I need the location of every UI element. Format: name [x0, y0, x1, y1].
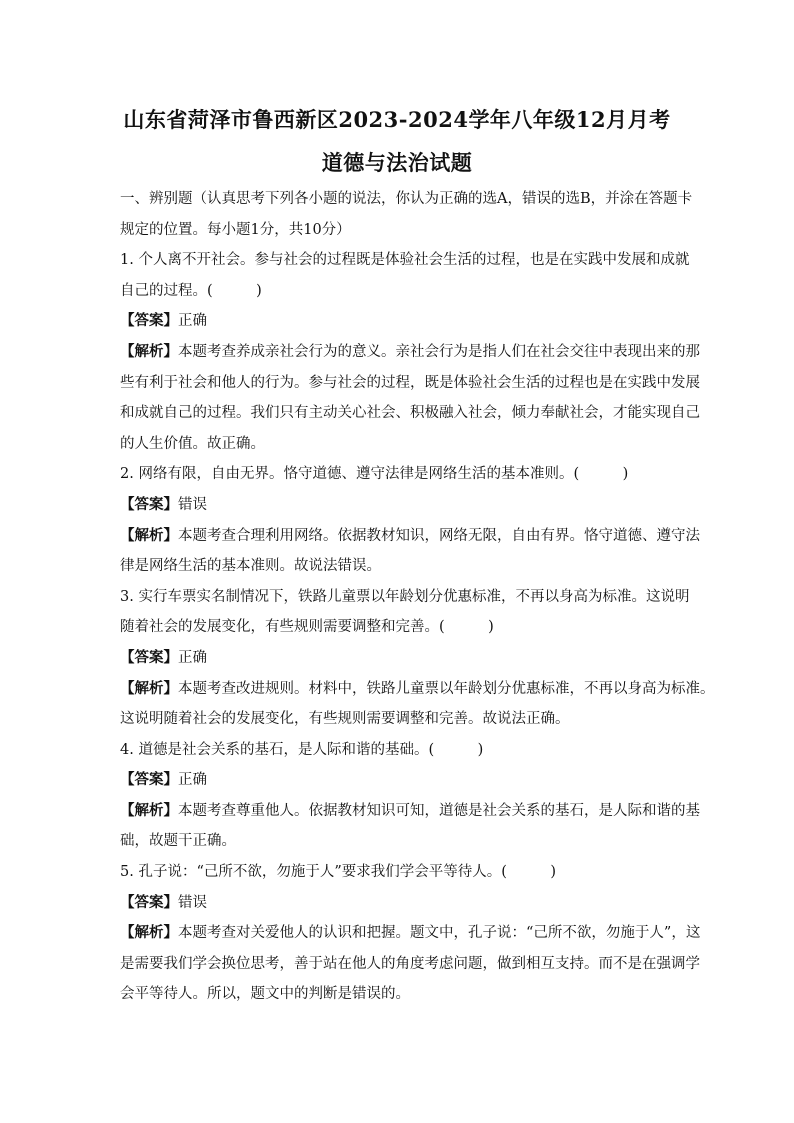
line-text: 3. 实行车票实名制情况下，铁路儿童票以年龄划分优惠标准，不再以身高为标准。这说明 [120, 588, 690, 605]
line-text: 5. 孔子说：“己所不欲，勿施于人”要求我们学会平等待人。( ) [120, 864, 557, 881]
line-text: 错误 [178, 894, 207, 911]
line-text: 正确 [178, 772, 207, 789]
text-line [120, 949, 700, 980]
line-text: 会平等待人。所以，题文中的判断是错误的。 [120, 986, 410, 1003]
analysis-label: 【解析】 [120, 679, 178, 697]
line-text: 本题考查合理利用网络。依据教材知识，网络无限，自由有界。恪守道德、遵守法 [178, 527, 700, 544]
text-line [120, 245, 690, 276]
text-line [120, 276, 680, 307]
text-line [120, 551, 680, 582]
line-text: 和成就自己的过程。我们只有主动关心社会、积极融入社会，倾力奉献社会，才能实现自己 [120, 405, 700, 422]
analysis-label: 【解析】 [120, 526, 178, 544]
text-line [120, 215, 680, 246]
line-text: 1. 个人离不开社会。参与社会的过程既是体验社会生活的过程，也是在实践中发展和成就 [120, 252, 690, 269]
text-line [120, 704, 680, 735]
answer-label: 【答案】 [120, 312, 178, 330]
line-text: 这说明随着社会的发展变化，有些规则需要调整和完善。故说法正确。 [120, 711, 570, 728]
analysis-label: 【解析】 [120, 801, 178, 819]
document-body [120, 184, 715, 1010]
text-line [120, 184, 693, 215]
text-line [120, 368, 700, 399]
line-text: 律是网络生活的基本准则。故说法错误。 [120, 558, 381, 575]
text-line [120, 398, 700, 429]
text-line [120, 857, 680, 888]
text-line [120, 337, 700, 368]
line-text: 一、辨别题（认真思考下列各小题的说法，你认为正确的选A，错误的选B，并涂在答题卡 [120, 191, 693, 207]
text-line [120, 888, 680, 919]
line-text: 本题考查养成亲社会行为的意义。亲社会行为是指人们在社会交往中表现出来的那 [178, 343, 700, 360]
text-line [120, 826, 680, 857]
answer-label: 【答案】 [120, 648, 178, 666]
line-text: 4. 道德是社会关系的基石，是人际和谐的基础。( ) [120, 741, 484, 758]
document-title: 山东省菏泽市鲁西新区2023-2024学年八年级12月月考 [123, 107, 671, 132]
line-text: 随着社会的发展变化，有些规则需要调整和完善。( ) [120, 619, 494, 636]
text-line [120, 796, 700, 827]
line-text: 正确 [178, 313, 207, 330]
text-line [120, 979, 680, 1010]
line-text: 些有利于社会和他人的行为。参与社会的过程，既是体验社会生活的过程也是在实践中发展 [120, 374, 700, 391]
text-line [120, 429, 680, 460]
text-line [120, 582, 690, 613]
line-text: 本题考查对关爱他人的认识和把握。题文中，孔子说：“己所不欲，勿施于人”，这 [178, 925, 701, 942]
answer-label: 【答案】 [120, 495, 178, 513]
line-text: 规定的位置。每小题1分，共10分） [120, 221, 351, 238]
line-text: 2. 网络有限，自由无界。恪守道德、遵守法律是网络生活的基本准则。( ) [120, 466, 629, 483]
text-line [120, 765, 680, 796]
text-line [120, 674, 715, 705]
line-text: 错误 [178, 496, 207, 513]
text-line [120, 643, 680, 674]
line-text: 自己的过程。( ) [120, 282, 262, 299]
analysis-label: 【解析】 [120, 342, 178, 360]
text-line [120, 612, 680, 643]
text-line [120, 490, 680, 521]
text-line [120, 918, 701, 949]
line-text: 础，故题干正确。 [120, 833, 236, 850]
text-line [120, 459, 680, 490]
text-line [120, 306, 680, 337]
document-subtitle: 道德与法治试题 [321, 150, 473, 175]
line-text: 正确 [178, 649, 207, 666]
text-line [120, 735, 680, 766]
analysis-label: 【解析】 [120, 924, 178, 942]
text-line [120, 521, 700, 552]
answer-label: 【答案】 [120, 893, 178, 911]
line-text: 本题考查改进规则。材料中，铁路儿童票以年龄划分优惠标准，不再以身高为标准。 [178, 680, 715, 697]
line-text: 本题考查尊重他人。依据教材知识可知，道德是社会关系的基石，是人际和谐的基 [178, 802, 700, 819]
line-text: 的人生价值。故正确。 [120, 435, 265, 452]
answer-label: 【答案】 [120, 771, 178, 789]
line-text: 是需要我们学会换位思考，善于站在他人的角度考虑问题，做到相互支持。而不是在强调学 [120, 955, 700, 972]
